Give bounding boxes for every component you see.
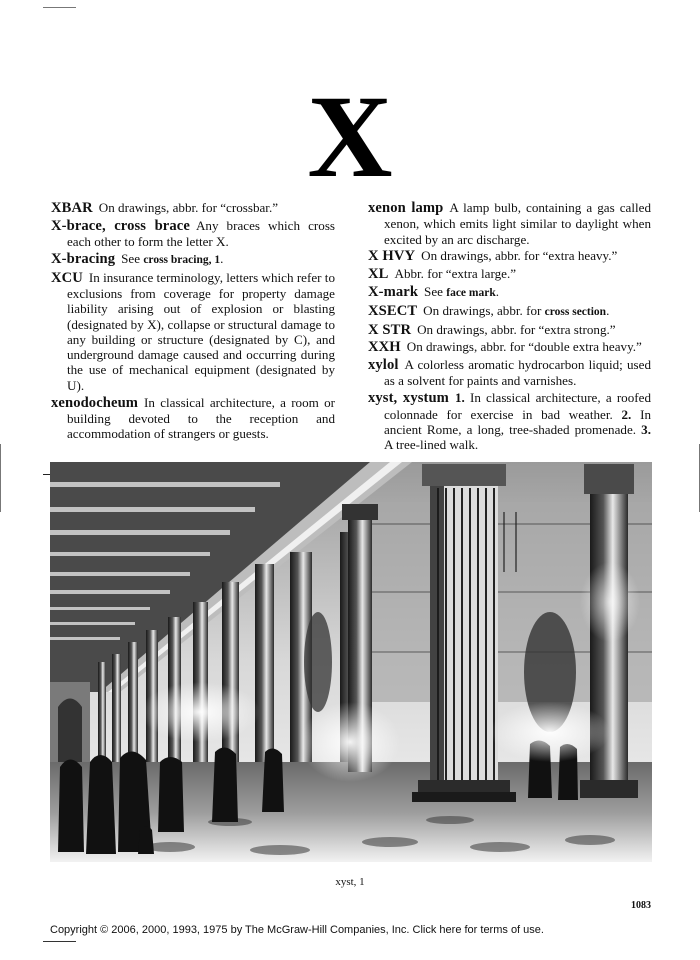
entry-xenodocheum <box>51 395 335 442</box>
sense-number: 3. <box>641 421 651 437</box>
entry-definition: Any braces which cross each other to form the letter X. <box>67 217 336 250</box>
right-column <box>368 200 651 454</box>
entry-xcu <box>51 270 335 393</box>
sense-text: In ancient Rome, a long, tree-shaded promenade. <box>384 406 651 437</box>
entry-definition-prefix: See <box>121 250 141 266</box>
entry-term: X-bracing <box>51 250 116 267</box>
entry-term: X STR <box>368 321 412 338</box>
entry-definition: A colorless aromatic hydrocarbon liquid; used as a solvent for paints and varnishes. <box>384 357 651 389</box>
entry-term: xyst, xystum <box>368 390 449 407</box>
colonnade-illustration <box>50 462 652 862</box>
entry-term: X HVY <box>368 248 416 265</box>
cross-reference-link[interactable]: cross bracing, 1 <box>143 253 221 266</box>
entry-term: X-brace, cross brace <box>51 217 190 234</box>
entry-definition: In classical architecture, a room or building devoted to the reception and accommodation of strangers or guests. <box>67 394 335 442</box>
entry-x-hvy <box>368 248 651 264</box>
entry-definition-prefix: On drawings, abbr. for <box>423 302 542 318</box>
entry-definition: Abbr. for “extra large.” <box>394 266 517 282</box>
page-number: 1083 <box>631 900 651 911</box>
entry-term: X-mark <box>368 283 419 300</box>
entry-xbar <box>51 200 335 216</box>
cross-reference-link[interactable]: face mark <box>446 286 496 299</box>
crop-mark-bottom-left <box>43 941 76 942</box>
sense-text: A tree-lined walk. <box>384 437 479 453</box>
entry-definition-suffix: . <box>495 283 500 299</box>
entry-definition-prefix: See <box>424 283 443 299</box>
entry-term: xenodocheum <box>51 394 139 411</box>
entry-term: XSECT <box>368 302 418 319</box>
entry-term: XCU <box>51 269 83 286</box>
section-letter: X <box>307 71 393 202</box>
entry-xenon-lamp <box>368 200 651 247</box>
entry-definition: In insurance terminology, letters which refer to exclusions from coverage for property damage liability arising out of explosion or blasting (designated by X), collapse or structural damage to any building or structure (designated by C), and underground damage caused and occurring during the use of mechanical equipment (designated by U). <box>67 269 335 393</box>
sense-number: 2. <box>621 406 632 422</box>
entry-definition-suffix: . <box>606 302 610 318</box>
sense-text: In classical architecture, a roofed colonnade for exercise in bad weather. <box>384 390 651 422</box>
crop-mark-top-left <box>43 7 76 8</box>
entry-xxh <box>368 339 651 355</box>
entry-definition: On drawings, abbr. for “double extra heavy.” <box>406 339 642 355</box>
entry-x-mark <box>368 284 651 301</box>
entry-term: XXH <box>368 339 401 356</box>
crop-mark-left-edge <box>0 444 1 512</box>
entry-x-brace <box>51 218 335 250</box>
entry-definition: On drawings, abbr. for “extra strong.” <box>417 321 616 337</box>
sense-number: 1. <box>454 390 465 406</box>
entry-xsect <box>368 303 651 320</box>
entry-x-str <box>368 322 651 338</box>
entry-term: XBAR <box>51 200 93 216</box>
entry-term: xenon lamp <box>368 200 444 216</box>
cross-reference-link[interactable]: cross section <box>544 305 607 318</box>
entry-x-bracing <box>51 251 335 268</box>
entry-definition-suffix: . <box>220 250 224 266</box>
entry-term: XL <box>368 266 389 283</box>
figure-caption: xyst, 1 <box>335 876 365 888</box>
entry-definition: On drawings, abbr. for “crossbar.” <box>98 200 279 215</box>
entry-definition: On drawings, abbr. for “extra heavy.” <box>421 248 618 264</box>
entry-term: xylol <box>368 357 399 374</box>
entry-xylol <box>368 357 651 389</box>
entry-xl <box>368 266 651 282</box>
entry-definition: A lamp bulb, containing a gas called xenon, which emits light similar to daylight when excited by an arc discharge. <box>384 200 652 247</box>
left-column <box>51 200 335 443</box>
copyright-terms-link[interactable]: Copyright © 2006, 2000, 1993, 1975 by The McGraw-Hill Companies, Inc. Click here for terms of use. <box>50 924 544 936</box>
entry-xyst <box>368 390 651 452</box>
